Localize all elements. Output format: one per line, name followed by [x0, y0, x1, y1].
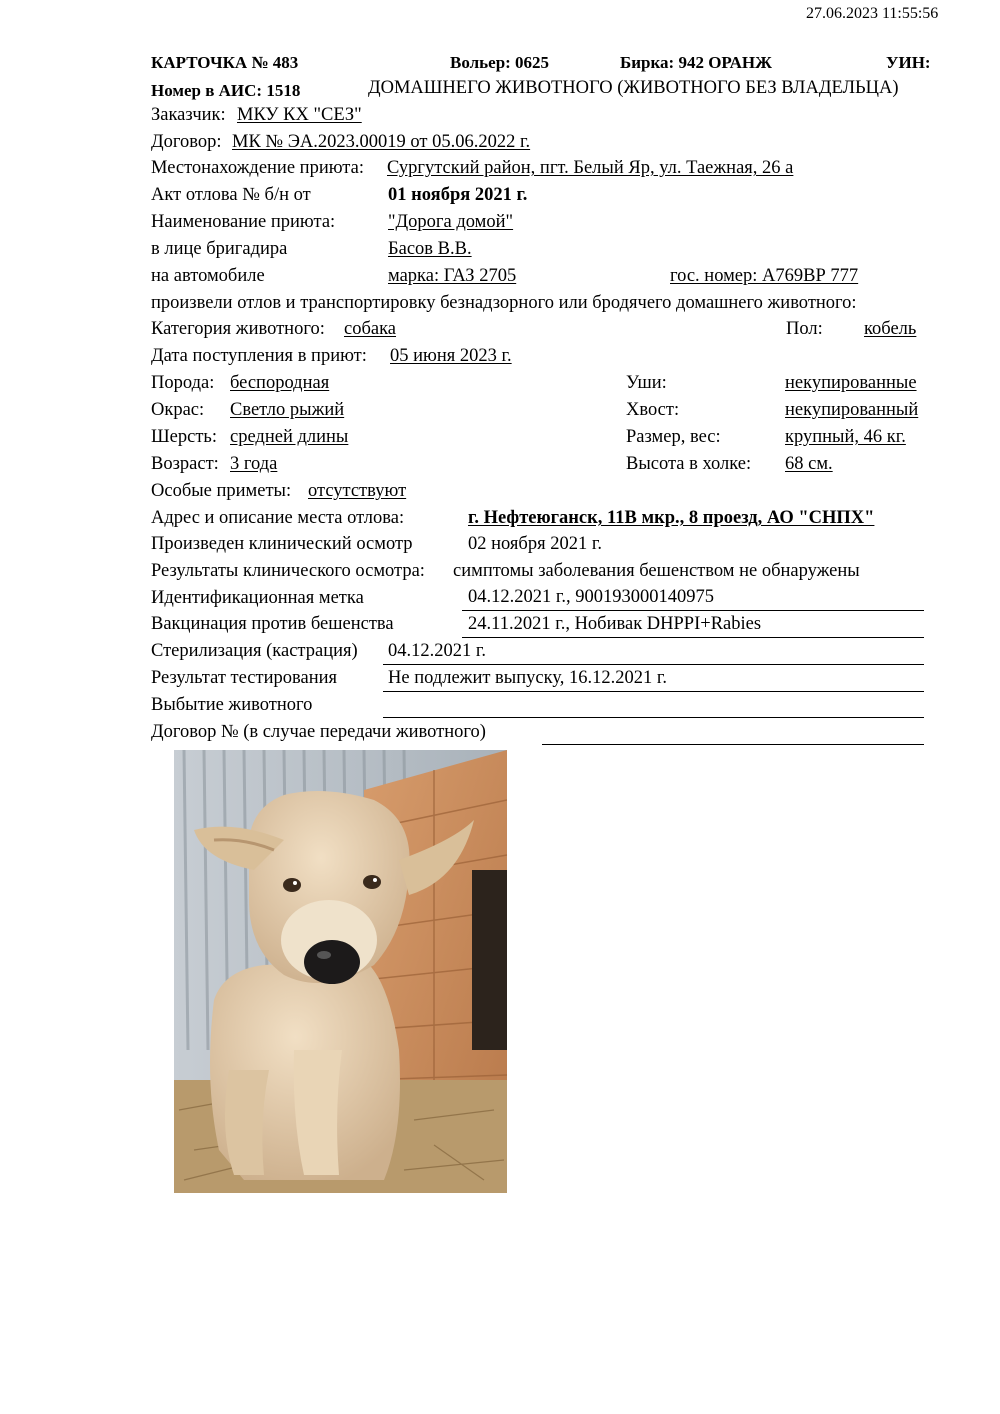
tail-value: некупированный	[785, 400, 919, 420]
arrival-label: Дата поступления в приют:	[151, 346, 367, 366]
shelter-location-label: Местонахождение приюта:	[151, 158, 364, 178]
id-tag-label: Идентификационная метка	[151, 588, 364, 608]
vaccination-value: 24.11.2021 г., Нобивак DHPPI+Rabies	[468, 614, 762, 634]
contract-value: МК № ЭА.2023.00019 от 05.06.2022 г.	[232, 132, 531, 152]
test-result-label: Результат тестирования	[151, 668, 338, 688]
exam-results-value: симптомы заболевания бешенством не обнаружены	[453, 561, 860, 581]
ais-number: Номер в АИС: 1518	[151, 81, 301, 100]
brigadier-value: Басов В.В.	[388, 239, 472, 259]
print-timestamp: 27.06.2023 11:55:56	[806, 5, 939, 22]
departure-label: Выбытие животного	[151, 695, 313, 715]
transfer-contract-label: Договор № (в случае передачи животного)	[151, 722, 486, 742]
vehicle-plate: гос. номер: А769ВР 777	[670, 266, 859, 286]
sterilization-value: 04.12.2021 г.	[388, 641, 487, 661]
capture-act-label: Акт отлова № б/н от	[151, 185, 311, 205]
uin-label: УИН:	[886, 53, 931, 72]
shelter-location-value: Сургутский район, пгт. Белый Яр, ул. Таежная, 26 а	[387, 158, 794, 178]
sterilization-line	[383, 664, 924, 665]
enclosure-number: Вольер: 0625	[450, 53, 550, 72]
color-value: Светло рыжий	[230, 400, 345, 420]
height-label: Высота в холке:	[626, 454, 752, 474]
test-result-line	[383, 691, 924, 692]
sex-label: Пол:	[786, 319, 823, 339]
ears-value: некупированные	[785, 373, 917, 393]
special-marks-label: Особые приметы:	[151, 481, 292, 501]
arrival-value: 05 июня 2023 г.	[390, 346, 512, 366]
tag-number: Бирка: 942 ОРАНЖ	[620, 53, 772, 72]
category-label: Категория животного:	[151, 319, 325, 339]
customer-value: МКУ КХ "СЕЗ"	[237, 105, 362, 125]
transfer-contract-line	[542, 744, 924, 745]
ears-label: Уши:	[626, 373, 667, 393]
card-title: ДОМАШНЕГО ЖИВОТНОГО (ЖИВОТНОГО БЕЗ ВЛАДЕЛЬЦА)	[368, 78, 899, 98]
category-value: собака	[344, 319, 397, 339]
vehicle-label: на автомобиле	[151, 266, 265, 286]
departure-line	[383, 717, 924, 718]
color-label: Окрас:	[151, 400, 205, 420]
breed-label: Порода:	[151, 373, 215, 393]
size-value: крупный, 46 кг.	[785, 427, 906, 447]
capture-address-value: г. Нефтеюганск, 11В мкр., 8 проезд, АО "СНПХ"	[468, 508, 875, 528]
capture-act-date: 01 ноября 2021 г.	[388, 185, 528, 205]
vehicle-brand: марка: ГАЗ 2705	[388, 266, 517, 286]
tail-label: Хвост:	[626, 400, 680, 420]
age-label: Возраст:	[151, 454, 219, 474]
contract-label: Договор:	[151, 132, 222, 152]
id-tag-line	[462, 610, 924, 611]
age-value: 3 года	[230, 454, 278, 474]
vaccination-line	[462, 637, 924, 638]
height-value: 68 см.	[785, 454, 833, 474]
coat-label: Шерсть:	[151, 427, 217, 447]
card-number: КАРТОЧКА № 483	[151, 53, 299, 72]
sterilization-label: Стерилизация (кастрация)	[151, 641, 358, 661]
exam-results-label: Результаты клинического осмотра:	[151, 561, 425, 581]
size-label: Размер, вес:	[626, 427, 721, 447]
dog-photo	[174, 750, 507, 1193]
sex-value: кобель	[864, 319, 917, 339]
capture-address-label: Адрес и описание места отлова:	[151, 508, 405, 528]
id-tag-value: 04.12.2021 г., 900193000140975	[468, 587, 715, 607]
coat-value: средней длины	[230, 427, 349, 447]
brigadier-label: в лице бригадира	[151, 239, 288, 259]
statement-text: произвели отлов и транспортировку безнадзорного или бродячего домашнего животного:	[151, 293, 857, 313]
customer-label: Заказчик:	[151, 105, 226, 125]
vaccination-label: Вакцинация против бешенства	[151, 614, 394, 634]
test-result-value: Не подлежит выпуску, 16.12.2021 г.	[388, 668, 667, 688]
special-marks-value: отсутствуют	[308, 481, 407, 501]
clinical-exam-label: Произведен клинический осмотр	[151, 534, 413, 554]
shelter-name-label: Наименование приюта:	[151, 212, 336, 232]
clinical-exam-date: 02 ноября 2021 г.	[468, 534, 602, 554]
shelter-name-value: "Дорога домой"	[388, 212, 514, 232]
breed-value: беспородная	[230, 373, 330, 393]
